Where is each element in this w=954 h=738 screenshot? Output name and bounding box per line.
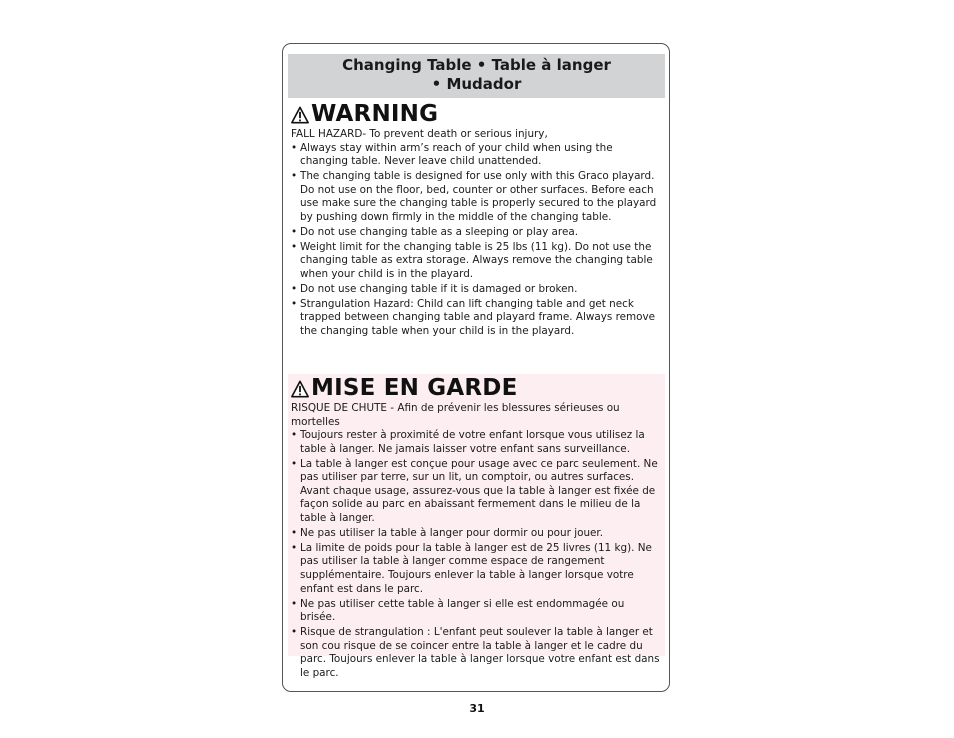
warning-section-french [288,374,665,679]
mise-en-garde-title-text: MISE EN GARDE [311,375,518,401]
list-item: • Always stay within arm’s reach of your child when using the changing table. Never leave child unattended. [291,142,662,169]
list-item: • Ne pas utiliser cette table à langer si elle est endommagée ou brisée. [291,598,662,625]
header-line-2: • Mudador [431,75,522,93]
list-item: • The changing table is designed for use only with this Graco playard. Do not use on the floor, bed, counter or other surfaces. Before each use make sure the changing table is properly secured to the playard by pushing down firmly in the middle of the changing table. [291,170,662,224]
warning-triangle-icon [291,380,309,398]
list-item: • Do not use changing table if it is damaged or broken. [291,283,662,297]
list-item: • Strangulation Hazard: Child can lift changing table and get neck trapped between changing table and playard frame. Always remove the changing table when your child is in the playard. [291,298,662,339]
list-item: • La limite de poids pour la table à langer est de 25 livres (11 kg). Ne pas utiliser la table à langer comme espace de rangement supplémentaire. Toujours enlever la table à langer lorsque votre enfant est dans le parc. [291,542,662,596]
list-item: • Ne pas utiliser la table à langer pour dormir ou pour jouer. [291,527,662,541]
warning-triangle-icon [291,106,309,124]
warning-lead: FALL HAZARD- To prevent death or serious injury, [291,128,548,140]
list-item: • Weight limit for the changing table is 25 lbs (11 kg). Do not use the changing table as extra storage. Always remove the changing table when your child is in the playard. [291,241,662,282]
header-line-1: Changing Table • Table à langer [342,56,611,74]
warning-title [291,100,662,128]
list-item: • La table à langer est conçue pour usage avec ce parc seulement. Ne pas utiliser par terre, sur un lit, un comptoir, ou autres surfaces. Avant chaque usage, assurez-vous que la table à langer est fixée de façon solide au parc en abaissant fermement dans le milieu de la table à langer. [291,458,662,526]
warning-section-english [288,100,665,340]
warning-list [291,142,662,339]
list-item: • Toujours rester à proximité de votre enfant lorsque vous utilisez la table à langer. Ne jamais laisser votre enfant sans surveillance. [291,429,662,456]
list-item: • Do not use changing table as a sleeping or play area. [291,226,662,240]
mise-en-garde-lead: RISQUE DE CHUTE - Afin de prévenir les blessures sérieuses ou mortelles [291,402,620,428]
list-item: • Risque de strangulation : L'enfant peut soulever la table à langer et son cou risque de se coincer entre la table à langer et le cadre du parc. Toujours enlever la table à langer lorsque votre enfant est dans le parc. [291,626,662,680]
warning-card [282,43,670,692]
page-number: 31 [469,702,485,715]
mise-en-garde-list [291,429,662,680]
mise-en-garde-title [291,374,662,402]
warning-title-text: WARNING [311,101,439,127]
section-header [288,54,665,98]
